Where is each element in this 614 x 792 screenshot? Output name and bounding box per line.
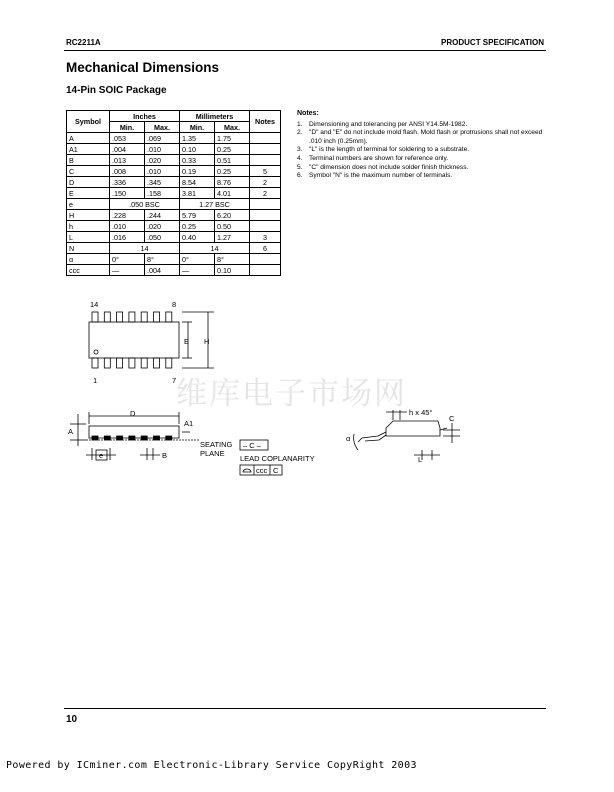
- package-pin: [104, 358, 110, 368]
- table-cell: B: [67, 155, 110, 166]
- note-number: 3.: [297, 146, 303, 154]
- dim-E-label: E: [184, 337, 190, 346]
- table-cell: 0.25: [215, 166, 250, 177]
- note-text: Dimensioning and tolerancing per ANSI Y14.5M-1982.: [309, 120, 468, 128]
- table-cell: 6.20: [215, 210, 250, 221]
- package-subtitle: 14-Pin SOIC Package: [66, 85, 167, 96]
- table-cell: 2: [250, 188, 281, 199]
- side-view-lead: [166, 436, 172, 440]
- table-cell: e: [67, 199, 110, 210]
- table-cell: .228: [110, 210, 145, 221]
- seating-plane-label-1: SEATING: [200, 440, 233, 449]
- pin-8-label: 8: [172, 300, 177, 309]
- pin-14-label: 14: [90, 300, 99, 309]
- package-pin: [141, 358, 147, 368]
- seating-plane-label-2: PLANE: [200, 449, 225, 458]
- side-view-lead: [92, 436, 98, 440]
- note-number: 6.: [297, 172, 303, 180]
- symbol-header: Symbol: [67, 111, 110, 133]
- notes-title: Notes:: [297, 110, 319, 117]
- table-cell: .069: [145, 133, 180, 144]
- table-cell: .020: [145, 221, 180, 232]
- package-pin: [166, 312, 172, 322]
- table-cell: 5: [250, 166, 281, 177]
- lead-coplanarity-label: LEAD COPLANARITY: [240, 454, 315, 463]
- table-cell: .010: [145, 166, 180, 177]
- side-view-lead: [154, 436, 160, 440]
- table-cell: α: [67, 254, 110, 265]
- dim-D-label: D: [130, 409, 136, 418]
- dim-L-label: L: [418, 455, 423, 464]
- datum-c-label: – C –: [243, 441, 261, 450]
- min-header: Min.: [110, 122, 145, 133]
- table-cell: 3.81: [180, 188, 215, 199]
- table-cell: 6: [250, 243, 281, 254]
- table-cell: h: [67, 221, 110, 232]
- header-section: PRODUCT SPECIFICATION: [441, 38, 544, 47]
- table-cell: 0.10: [215, 265, 250, 276]
- note-number: 1.: [297, 120, 303, 128]
- package-pin: [141, 312, 147, 322]
- table-cell: .150: [110, 188, 145, 199]
- max-header: Max.: [145, 122, 180, 133]
- table-cell: 14: [180, 243, 250, 254]
- table-cell: D: [67, 177, 110, 188]
- max-header: Max.: [215, 122, 250, 133]
- package-pin: [166, 358, 172, 368]
- powered-by-footer: Powered by ICminer.com Electronic-Library Service CopyRight 2003: [6, 760, 417, 771]
- table-cell: 8°: [215, 254, 250, 265]
- table-cell: .004: [110, 144, 145, 155]
- watermark: 维库电子市场网: [176, 376, 407, 412]
- table-cell: C: [67, 166, 110, 177]
- table-cell: .050 BSC: [110, 199, 180, 210]
- table-cell: 1.27 BSC: [180, 199, 250, 210]
- table-cell: 8.54: [180, 177, 215, 188]
- table-cell: .008: [110, 166, 145, 177]
- dim-e-label: e: [99, 451, 104, 460]
- table-cell: 8.76: [215, 177, 250, 188]
- package-pin: [129, 312, 135, 322]
- note-text: Symbol "N" is the maximum number of terminals.: [309, 172, 453, 180]
- note-number: 4.: [297, 154, 303, 162]
- note-number: 5.: [297, 163, 303, 171]
- table-cell: .010: [110, 221, 145, 232]
- min-header: Min.: [180, 122, 215, 133]
- package-pin: [104, 312, 110, 322]
- table-cell: .013: [110, 155, 145, 166]
- table-cell: H: [67, 210, 110, 221]
- table-cell: N: [67, 243, 110, 254]
- table-cell: 0.33: [180, 155, 215, 166]
- table-cell: .244: [145, 210, 180, 221]
- package-pin: [129, 358, 135, 368]
- table-cell: 0.10: [180, 144, 215, 155]
- dim-H-label: H: [204, 337, 210, 346]
- note-text: Terminal numbers are shown for reference only.: [309, 154, 449, 162]
- datum-c-ref: C: [273, 466, 279, 475]
- chamfer-label: h x 45°: [409, 408, 433, 417]
- top-view-body: [89, 322, 179, 358]
- table-cell: 8°: [145, 254, 180, 265]
- inches-header: Inches: [110, 111, 180, 122]
- page-number: 10: [66, 714, 78, 725]
- package-pin: [117, 358, 123, 368]
- table-cell: 0.25: [180, 221, 215, 232]
- table-cell: A: [67, 133, 110, 144]
- package-pin: [117, 312, 123, 322]
- dim-B-label: B: [162, 451, 168, 460]
- table-cell: .010: [145, 144, 180, 155]
- table-cell: .345: [145, 177, 180, 188]
- table-cell: 0.40: [180, 232, 215, 243]
- alpha-label: α: [346, 434, 351, 443]
- table-cell: 0.50: [215, 221, 250, 232]
- table-cell: 3: [250, 232, 281, 243]
- note-text: "L" is the length of terminal for soldering to a substrate.: [309, 146, 470, 154]
- notes-header: Notes: [250, 111, 281, 133]
- dim-C-label: C: [449, 414, 455, 423]
- table-cell: 1.75: [215, 133, 250, 144]
- table-cell: 0.25: [215, 144, 250, 155]
- table-cell: .050: [145, 232, 180, 243]
- table-cell: .053: [110, 133, 145, 144]
- table-cell: 0.19: [180, 166, 215, 177]
- pin-1-label: 1: [93, 376, 98, 385]
- table-cell: .016: [110, 232, 145, 243]
- table-cell: 5.79: [180, 210, 215, 221]
- package-pin: [92, 312, 98, 322]
- table-cell: .336: [110, 177, 145, 188]
- header-part-number: RC2211A: [66, 38, 101, 47]
- table-cell: 1.27: [215, 232, 250, 243]
- side-view-lead: [141, 436, 147, 440]
- side-view-lead: [129, 436, 135, 440]
- side-view-lead: [104, 436, 110, 440]
- package-pin: [92, 358, 98, 368]
- table-cell: 2: [250, 177, 281, 188]
- table-cell: E: [67, 188, 110, 199]
- table-cell: 4.01: [215, 188, 250, 199]
- footer-rule: [64, 708, 546, 709]
- note-number: 2.: [297, 129, 303, 137]
- table-cell: 0.51: [215, 155, 250, 166]
- table-cell: 0°: [180, 254, 215, 265]
- pin1-marker: [94, 350, 98, 354]
- ccc-label: ccc: [256, 466, 268, 475]
- table-cell: .004: [145, 265, 180, 276]
- table-cell: —: [180, 265, 215, 276]
- table-cell: L: [67, 232, 110, 243]
- note-text: "C" dimension does not include solder finish thickness.: [309, 163, 469, 171]
- table-cell: ccc: [67, 265, 110, 276]
- table-cell: A1: [67, 144, 110, 155]
- side-view-lead: [117, 436, 123, 440]
- package-pin: [154, 312, 160, 322]
- pin-7-label: 7: [172, 376, 177, 385]
- dim-A-label: A: [68, 427, 74, 436]
- table-cell: .158: [145, 188, 180, 199]
- page-title: Mechanical Dimensions: [66, 60, 220, 75]
- package-pin: [154, 358, 160, 368]
- table-cell: .020: [145, 155, 180, 166]
- dim-A1-label: A1: [184, 419, 194, 428]
- table-cell: 14: [110, 243, 180, 254]
- mm-header: Millimeters: [180, 111, 250, 122]
- table-cell: —: [110, 265, 145, 276]
- note-text: "D" and "E" do not include mold flash. Mold flash or protrusions shall not exceed .010 inch (0.25mm).: [309, 129, 543, 145]
- table-cell: 0°: [110, 254, 145, 265]
- table-cell: 1.35: [180, 133, 215, 144]
